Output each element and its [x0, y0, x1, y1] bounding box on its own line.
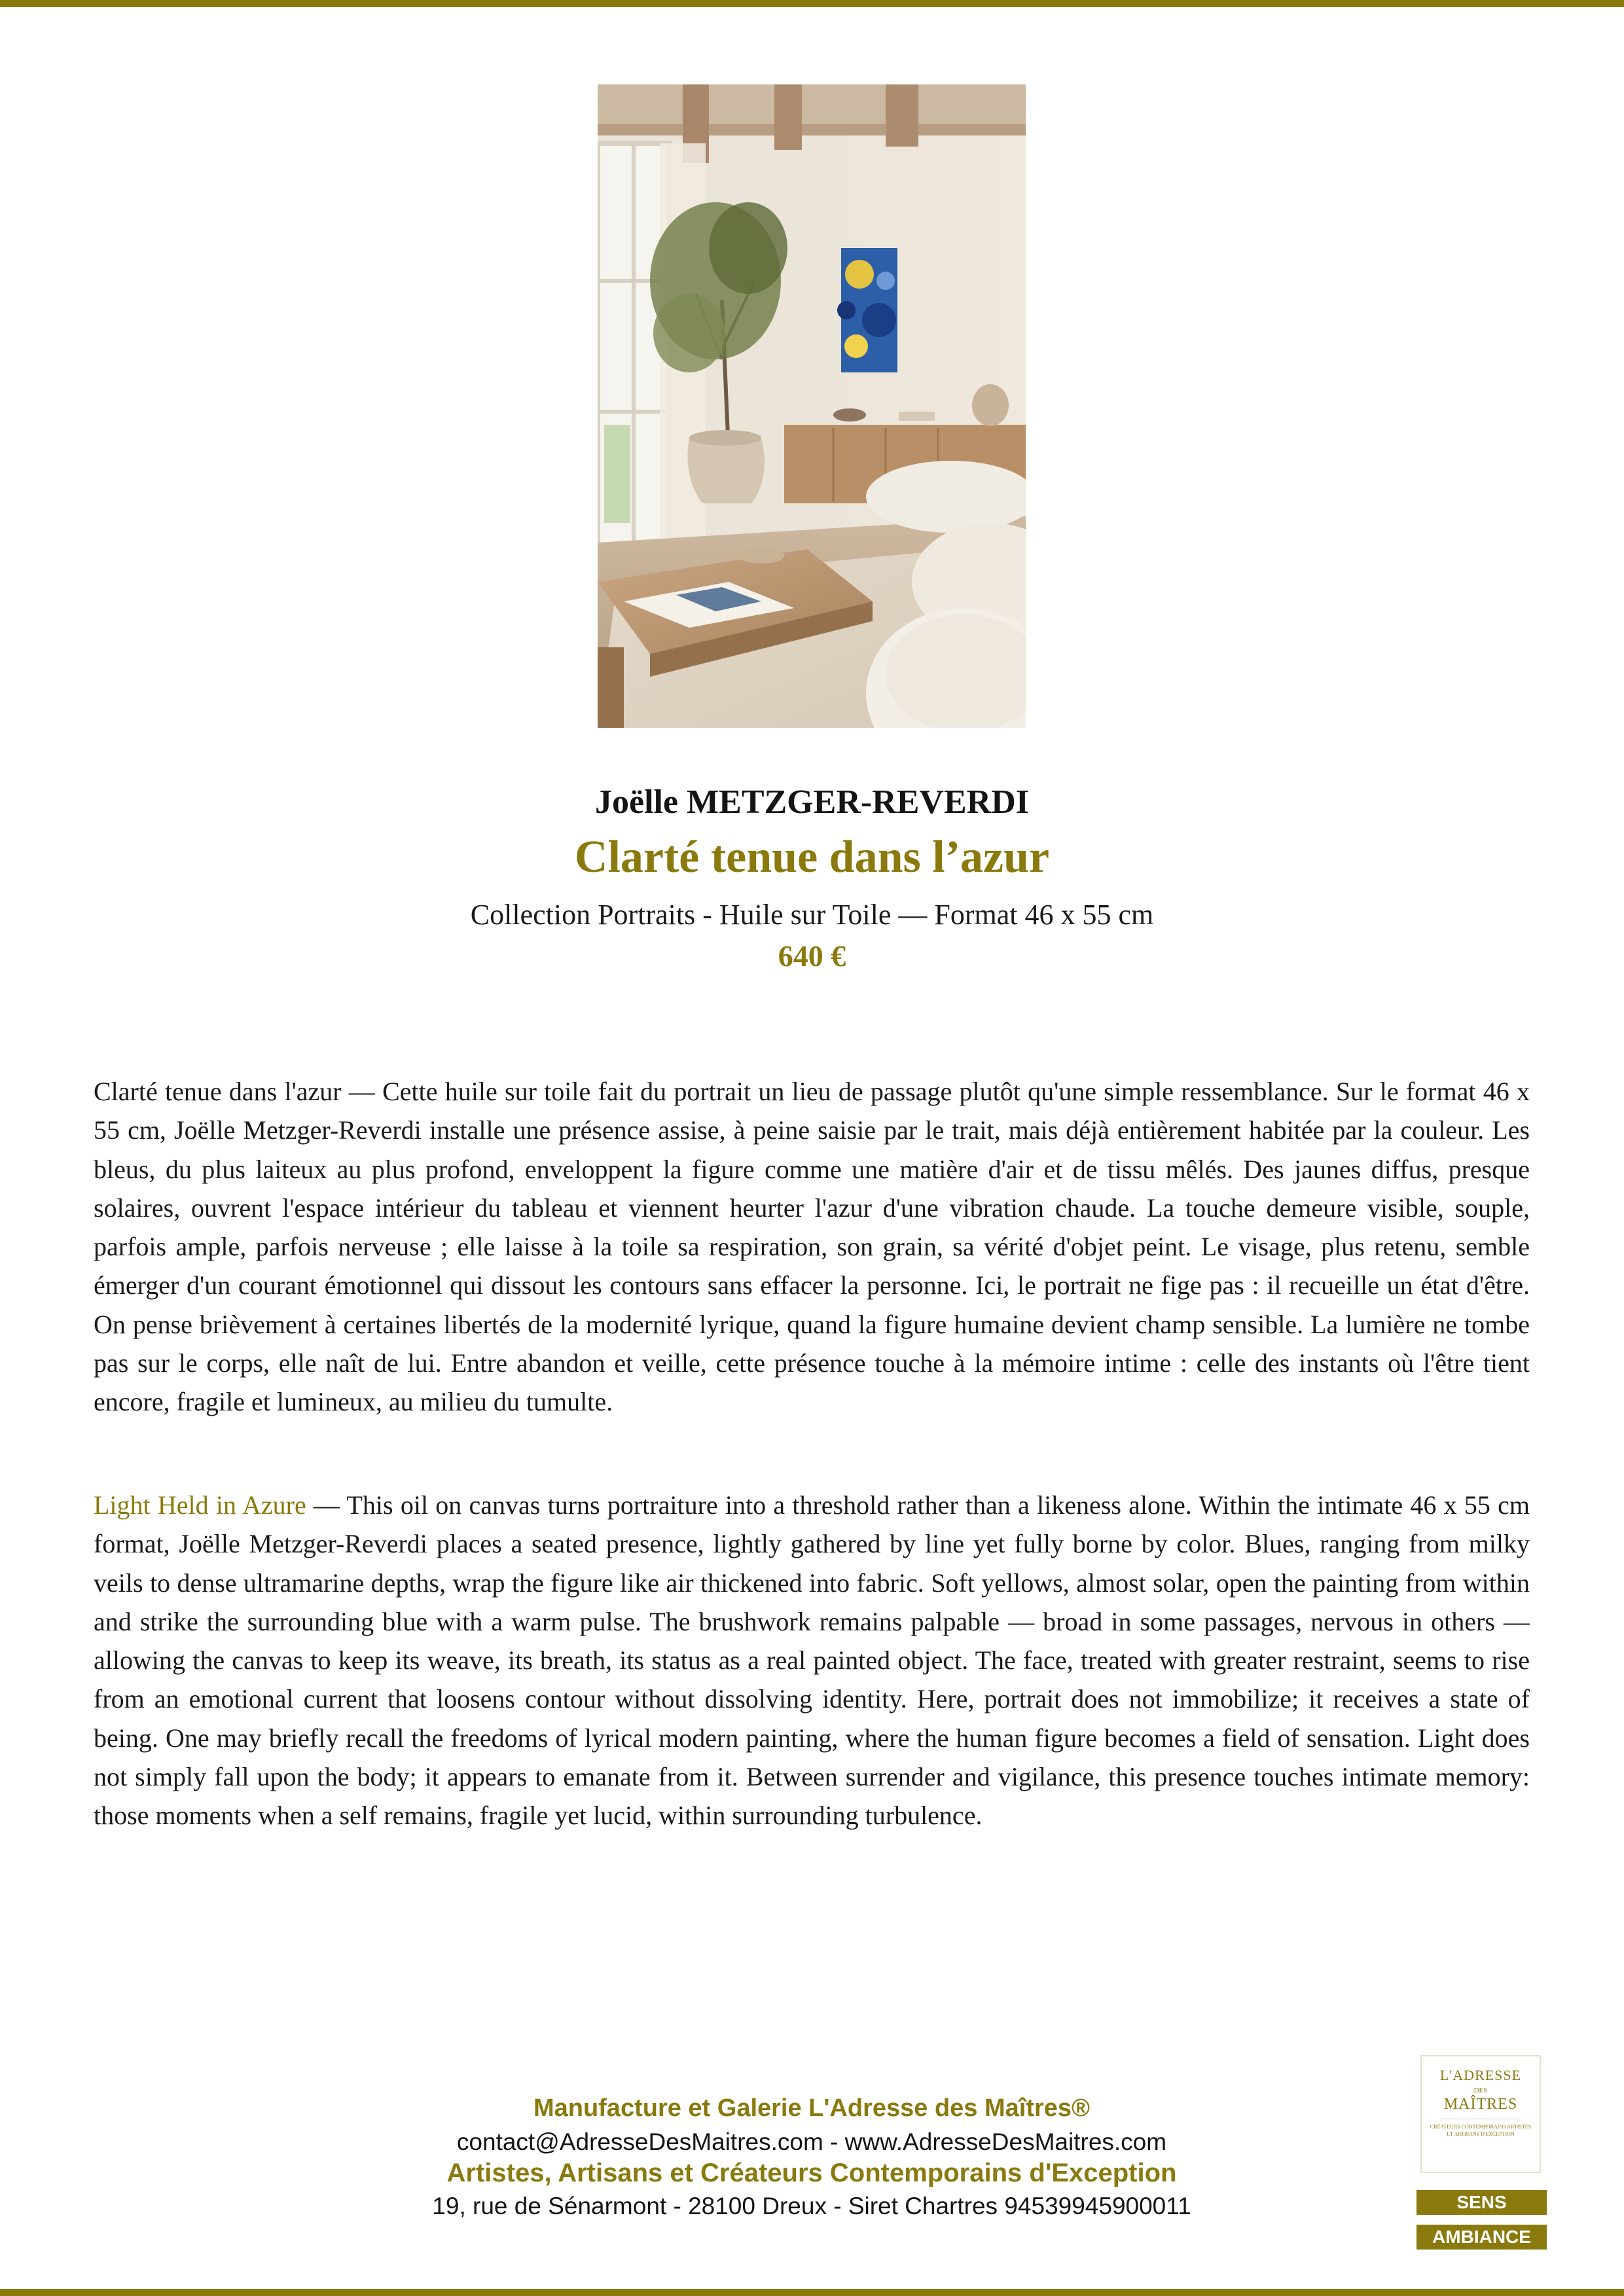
description-en-title: Light Held in Azure	[94, 1490, 306, 1520]
description-en-body: — This oil on canvas turns portraiture into a threshold rather than a likeness alone. Within the intimate 46 x 55 cm format, Joëlle Metzger-Reverdi places a seated presence, lightly gathered by line yet fully borne by color. Blues, ranging from milky veils to dense ultramarine depths, wrap the figure like air thickened into fabric. Soft yellows, almost solar, open the painting from within and strike the surrounding blue with a warm pulse. The brushwork remains palpable — broad in some passages, nervous in others — allowing the canvas to keep its weave, its breath, its status as a real painted object. The face, treated with greater restraint, seems to rise from an emotional current that loosens contour without dissolving identity. Here, portrait does not immobilize; it receives a state of being. One may briefly recall the freedoms of lyrical modern painting, where the human figure becomes a field of sensation. Light does not simply fall upon the body; it appears to emanate from it. Between surrender and vigilance, this presence touches intimate memory: those moments when a self remains, fragile yet lucid, within surrounding turbulence.	[94, 1490, 1530, 1831]
footer-gallery-name: Manufacture et Galerie L'Adresse des Maîtres®	[533, 2094, 1091, 2122]
description-en	[94, 1486, 1530, 1835]
tag-ambiance: AMBIANCE	[1416, 2225, 1547, 2250]
artwork-price: 640 €	[778, 939, 846, 973]
logo-line-3: MAÎTRES	[1443, 2096, 1518, 2113]
artwork-meta: Collection Portraits - Huile sur Toile — Format 46 x 55 cm	[470, 899, 1154, 931]
interior-photo	[598, 84, 1026, 728]
tag-sens: SENS	[1416, 2190, 1547, 2215]
logo-line-2: DES	[1473, 2087, 1488, 2094]
footer-tagline: Artistes, Artisans et Créateurs Contemporains d'Exception	[446, 2159, 1177, 2187]
footer-contact[interactable]: contact@AdresseDesMaitres.com - www.AdresseDesMaitres.com	[456, 2128, 1167, 2155]
gallery-logo	[1420, 2055, 1541, 2173]
logo-line-4: CRÉATEURS CONTEMPORAINS ARTISTES ET ARTISANS D'EXCEPTION	[1430, 2124, 1532, 2137]
footer-address: 19, rue de Sénarmont - 28100 Dreux - Siret Chartres 94539945900011	[432, 2193, 1191, 2219]
top-rule	[0, 0, 1624, 7]
description-fr: Clarté tenue dans l'azur — Cette huile sur toile fait du portrait un lieu de passage plutôt qu'une simple ressemblance. Sur le format 46 x 55 cm, Joëlle Metzger-Reverdi installe une présence assise, à peine saisie par le trait, mais déjà entièrement habitée par la couleur. Les bleus, du plus laiteux au plus profond, enveloppent la figure comme une matière d'air et de tissu mêlés. Des jaunes diffus, presque solaires, ouvrent l'espace intérieur du tableau et viennent heurter l'azur d'une vibration chaude. La touche demeure visible, souple, parfois ample, parfois nerveuse ; elle laisse à la toile sa respiration, son grain, sa vérité d'objet peint. Le visage, plus retenu, semble émerger d'un courant émotionnel qui dissout les contours sans effacer la personne. Ici, le portrait ne fige pas : il recueille un état d'être. On pense brièvement à certaines libertés de la modernité lyrique, quand la figure humaine devient champ sensible. La lumière ne tombe pas sur le corps, elle naît de lui. Entre abandon et veille, cette présence touche à la mémoire intime : celle des instants où l'être tient encore, fragile et lumineux, au milieu du tumulte.	[94, 1077, 1530, 1417]
bottom-rule	[0, 2289, 1624, 2296]
logo-line-1: L'ADRESSE	[1439, 2067, 1522, 2083]
artist-name: Joëlle METZGER-REVERDI	[595, 783, 1029, 821]
artwork-title: Clarté tenue dans l’azur	[574, 832, 1050, 882]
